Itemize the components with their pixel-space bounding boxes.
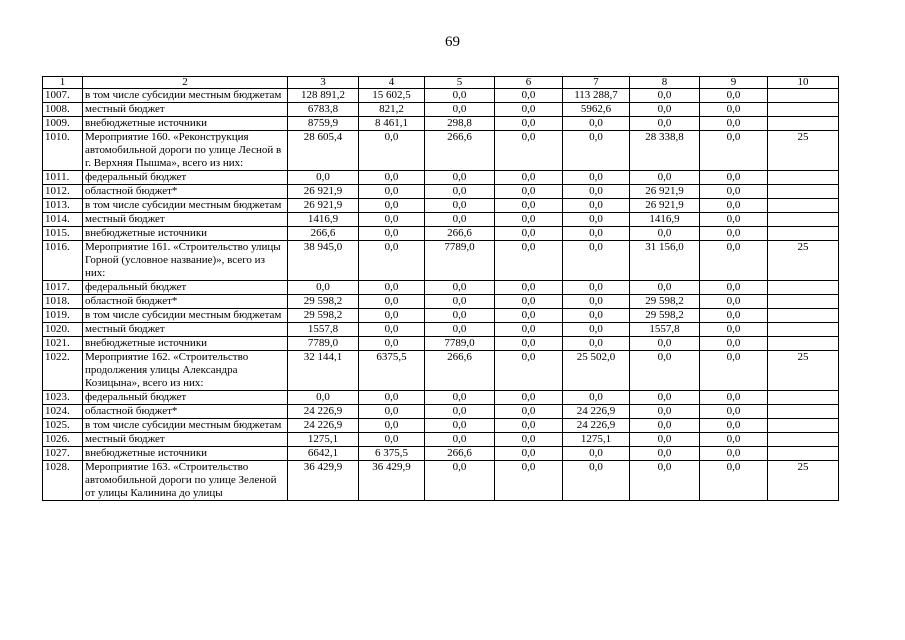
row-code: 1010. [43, 131, 83, 171]
table-row [43, 103, 839, 117]
row-code: 1012. [43, 185, 83, 199]
value-cell: 0,0 [630, 103, 700, 117]
value-cell: 0,0 [700, 199, 768, 213]
value-cell: 31 156,0 [630, 241, 700, 281]
value-cell: 0,0 [359, 227, 425, 241]
value-cell: 0,0 [495, 117, 563, 131]
row-code: 1018. [43, 295, 83, 309]
page-number: 69 [445, 34, 460, 50]
value-cell: 0,0 [425, 433, 495, 447]
row-code: 1009. [43, 117, 83, 131]
table-row [43, 185, 839, 199]
table-row [43, 461, 839, 501]
value-cell: 0,0 [425, 391, 495, 405]
column-header: 8 [630, 77, 700, 89]
value-cell: 0,0 [495, 227, 563, 241]
value-cell: 0,0 [630, 447, 700, 461]
value-cell: 0,0 [359, 419, 425, 433]
table-row [43, 171, 839, 185]
value-cell: 0,0 [495, 213, 563, 227]
row-label: Мероприятие 162. «Строительство продолжения улицы Александра Козицына», всего из них: [83, 351, 288, 391]
value-cell: 821,2 [359, 103, 425, 117]
value-cell: 1275,1 [563, 433, 630, 447]
value-cell [768, 281, 839, 295]
value-cell: 0,0 [495, 131, 563, 171]
value-cell: 0,0 [700, 351, 768, 391]
value-cell: 0,0 [425, 281, 495, 295]
value-cell: 0,0 [700, 241, 768, 281]
value-cell [768, 447, 839, 461]
value-cell: 28 605,4 [288, 131, 359, 171]
row-label: внебюджетные источники [83, 227, 288, 241]
value-cell: 0,0 [359, 171, 425, 185]
table-row [43, 351, 839, 391]
value-cell: 0,0 [630, 405, 700, 419]
value-cell: 0,0 [563, 337, 630, 351]
value-cell: 0,0 [359, 391, 425, 405]
table-row [43, 281, 839, 295]
value-cell: 0,0 [495, 185, 563, 199]
table-row [43, 433, 839, 447]
value-cell: 0,0 [495, 323, 563, 337]
value-cell: 0,0 [359, 337, 425, 351]
row-code: 1020. [43, 323, 83, 337]
table-row [43, 295, 839, 309]
value-cell: 0,0 [495, 241, 563, 281]
value-cell: 128 891,2 [288, 89, 359, 103]
value-cell: 0,0 [700, 131, 768, 171]
value-cell: 0,0 [359, 241, 425, 281]
column-header: 1 [43, 77, 83, 89]
value-cell: 7789,0 [425, 241, 495, 281]
budget-table [42, 76, 839, 501]
value-cell: 0,0 [630, 351, 700, 391]
value-cell: 0,0 [700, 103, 768, 117]
table-row [43, 391, 839, 405]
value-cell: 0,0 [359, 131, 425, 171]
value-cell: 0,0 [700, 295, 768, 309]
value-cell: 26 921,9 [630, 185, 700, 199]
value-cell: 36 429,9 [359, 461, 425, 501]
value-cell: 25 [768, 131, 839, 171]
value-cell: 0,0 [563, 295, 630, 309]
value-cell: 26 921,9 [288, 185, 359, 199]
value-cell: 0,0 [425, 419, 495, 433]
value-cell: 0,0 [563, 213, 630, 227]
value-cell: 0,0 [425, 185, 495, 199]
value-cell: 266,6 [425, 447, 495, 461]
value-cell: 0,0 [425, 213, 495, 227]
value-cell: 0,0 [495, 461, 563, 501]
value-cell [768, 295, 839, 309]
value-cell: 1416,9 [288, 213, 359, 227]
row-code: 1019. [43, 309, 83, 323]
value-cell [768, 89, 839, 103]
value-cell: 26 921,9 [288, 199, 359, 213]
row-label: областной бюджет* [83, 295, 288, 309]
value-cell [768, 323, 839, 337]
row-code: 1023. [43, 391, 83, 405]
value-cell: 5962,6 [563, 103, 630, 117]
table-row [43, 89, 839, 103]
value-cell: 0,0 [563, 323, 630, 337]
value-cell: 0,0 [563, 281, 630, 295]
value-cell: 0,0 [630, 391, 700, 405]
row-label: федеральный бюджет [83, 281, 288, 295]
row-code: 1017. [43, 281, 83, 295]
header-row [43, 77, 839, 89]
value-cell: 0,0 [700, 171, 768, 185]
row-label: областной бюджет* [83, 185, 288, 199]
value-cell: 25 [768, 351, 839, 391]
row-label: в том числе субсидии местным бюджетам [83, 419, 288, 433]
value-cell: 0,0 [700, 433, 768, 447]
value-cell: 0,0 [563, 185, 630, 199]
row-code: 1024. [43, 405, 83, 419]
value-cell: 15 602,5 [359, 89, 425, 103]
value-cell: 0,0 [563, 447, 630, 461]
table-row [43, 241, 839, 281]
row-code: 1027. [43, 447, 83, 461]
value-cell: 0,0 [425, 405, 495, 419]
value-cell [768, 419, 839, 433]
value-cell [768, 171, 839, 185]
value-cell: 0,0 [630, 419, 700, 433]
value-cell: 0,0 [359, 295, 425, 309]
value-cell: 0,0 [359, 185, 425, 199]
column-header: 5 [425, 77, 495, 89]
value-cell: 1557,8 [630, 323, 700, 337]
value-cell: 0,0 [495, 281, 563, 295]
value-cell [768, 213, 839, 227]
table-row [43, 419, 839, 433]
row-label: в том числе субсидии местным бюджетам [83, 199, 288, 213]
row-label: местный бюджет [83, 323, 288, 337]
value-cell: 266,6 [425, 227, 495, 241]
value-cell: 0,0 [495, 89, 563, 103]
value-cell: 29 598,2 [630, 309, 700, 323]
value-cell: 38 945,0 [288, 241, 359, 281]
table-row [43, 227, 839, 241]
value-cell: 298,8 [425, 117, 495, 131]
row-label: местный бюджет [83, 103, 288, 117]
row-code: 1015. [43, 227, 83, 241]
value-cell: 0,0 [359, 323, 425, 337]
value-cell [768, 199, 839, 213]
value-cell: 0,0 [700, 337, 768, 351]
value-cell: 0,0 [563, 117, 630, 131]
table-row [43, 117, 839, 131]
value-cell: 25 [768, 241, 839, 281]
value-cell: 0,0 [700, 447, 768, 461]
value-cell [768, 227, 839, 241]
value-cell: 0,0 [563, 241, 630, 281]
value-cell: 0,0 [700, 185, 768, 199]
column-header: 9 [700, 77, 768, 89]
value-cell: 24 226,9 [563, 405, 630, 419]
table-row [43, 447, 839, 461]
value-cell: 0,0 [495, 433, 563, 447]
value-cell: 0,0 [288, 171, 359, 185]
value-cell: 0,0 [359, 405, 425, 419]
value-cell: 7789,0 [425, 337, 495, 351]
row-label: внебюджетные источники [83, 337, 288, 351]
column-header: 4 [359, 77, 425, 89]
value-cell [768, 117, 839, 131]
value-cell [768, 309, 839, 323]
row-label: местный бюджет [83, 213, 288, 227]
value-cell: 6783,8 [288, 103, 359, 117]
value-cell: 36 429,9 [288, 461, 359, 501]
value-cell: 0,0 [630, 227, 700, 241]
value-cell: 0,0 [630, 337, 700, 351]
value-cell: 0,0 [630, 117, 700, 131]
row-code: 1007. [43, 89, 83, 103]
value-cell: 0,0 [288, 391, 359, 405]
row-code: 1011. [43, 171, 83, 185]
value-cell: 0,0 [425, 103, 495, 117]
value-cell: 0,0 [359, 433, 425, 447]
row-label: Мероприятие 161. «Строительство улицы Горной (условное название)», всего из них: [83, 241, 288, 281]
row-code: 1025. [43, 419, 83, 433]
value-cell: 0,0 [563, 391, 630, 405]
value-cell: 0,0 [495, 447, 563, 461]
value-cell: 0,0 [700, 323, 768, 337]
value-cell: 8 461,1 [359, 117, 425, 131]
value-cell [768, 433, 839, 447]
value-cell: 0,0 [630, 89, 700, 103]
row-label: федеральный бюджет [83, 171, 288, 185]
value-cell: 0,0 [630, 461, 700, 501]
value-cell: 28 338,8 [630, 131, 700, 171]
value-cell: 0,0 [700, 405, 768, 419]
value-cell: 25 502,0 [563, 351, 630, 391]
value-cell: 0,0 [425, 89, 495, 103]
value-cell: 26 921,9 [630, 199, 700, 213]
value-cell: 32 144,1 [288, 351, 359, 391]
value-cell: 0,0 [495, 171, 563, 185]
value-cell [768, 337, 839, 351]
value-cell: 0,0 [359, 199, 425, 213]
value-cell: 6 375,5 [359, 447, 425, 461]
value-cell: 0,0 [563, 227, 630, 241]
row-label: внебюджетные источники [83, 117, 288, 131]
column-header: 7 [563, 77, 630, 89]
row-label: федеральный бюджет [83, 391, 288, 405]
value-cell: 0,0 [700, 117, 768, 131]
value-cell: 113 288,7 [563, 89, 630, 103]
value-cell: 266,6 [425, 351, 495, 391]
value-cell: 6375,5 [359, 351, 425, 391]
table-body [43, 89, 839, 501]
row-label: Мероприятие 160. «Реконструкция автомобильной дороги по улице Лесной в г. Верхняя Пышма», всего из них: [83, 131, 288, 171]
value-cell: 24 226,9 [288, 405, 359, 419]
row-label: местный бюджет [83, 433, 288, 447]
table-row [43, 199, 839, 213]
value-cell: 0,0 [425, 295, 495, 309]
value-cell: 0,0 [495, 309, 563, 323]
column-header: 3 [288, 77, 359, 89]
row-code: 1008. [43, 103, 83, 117]
value-cell: 0,0 [700, 89, 768, 103]
value-cell: 0,0 [495, 295, 563, 309]
value-cell: 0,0 [359, 213, 425, 227]
value-cell: 0,0 [495, 351, 563, 391]
value-cell: 1275,1 [288, 433, 359, 447]
table-row [43, 213, 839, 227]
row-label: областной бюджет* [83, 405, 288, 419]
value-cell: 0,0 [700, 391, 768, 405]
value-cell: 0,0 [700, 281, 768, 295]
value-cell: 6642,1 [288, 447, 359, 461]
value-cell: 0,0 [630, 171, 700, 185]
value-cell: 1416,9 [630, 213, 700, 227]
table-row [43, 309, 839, 323]
row-code: 1026. [43, 433, 83, 447]
value-cell: 0,0 [630, 281, 700, 295]
value-cell: 0,0 [700, 419, 768, 433]
value-cell [768, 405, 839, 419]
value-cell: 266,6 [288, 227, 359, 241]
value-cell: 0,0 [700, 227, 768, 241]
value-cell: 0,0 [495, 419, 563, 433]
value-cell: 0,0 [425, 461, 495, 501]
value-cell: 1557,8 [288, 323, 359, 337]
value-cell: 0,0 [630, 433, 700, 447]
value-cell: 25 [768, 461, 839, 501]
column-header: 6 [495, 77, 563, 89]
value-cell: 29 598,2 [288, 309, 359, 323]
value-cell [768, 185, 839, 199]
row-code: 1028. [43, 461, 83, 501]
value-cell: 0,0 [359, 281, 425, 295]
row-code: 1014. [43, 213, 83, 227]
value-cell: 0,0 [563, 199, 630, 213]
value-cell: 29 598,2 [630, 295, 700, 309]
value-cell: 0,0 [495, 337, 563, 351]
column-header: 10 [768, 77, 839, 89]
row-label: внебюджетные источники [83, 447, 288, 461]
table-row [43, 323, 839, 337]
value-cell: 266,6 [425, 131, 495, 171]
row-label: в том числе субсидии местным бюджетам [83, 309, 288, 323]
value-cell: 0,0 [700, 309, 768, 323]
row-code: 1013. [43, 199, 83, 213]
row-label: Мероприятие 163. «Строительство автомобильной дороги по улице Зеленой от улицы Калинина до улицы [83, 461, 288, 501]
value-cell: 0,0 [425, 323, 495, 337]
value-cell: 0,0 [425, 171, 495, 185]
value-cell: 0,0 [288, 281, 359, 295]
table-row [43, 131, 839, 171]
value-cell: 0,0 [563, 309, 630, 323]
value-cell: 24 226,9 [288, 419, 359, 433]
row-code: 1022. [43, 351, 83, 391]
value-cell: 0,0 [495, 103, 563, 117]
value-cell [768, 391, 839, 405]
value-cell: 0,0 [563, 171, 630, 185]
row-code: 1016. [43, 241, 83, 281]
value-cell: 0,0 [700, 461, 768, 501]
value-cell: 29 598,2 [288, 295, 359, 309]
value-cell: 0,0 [563, 461, 630, 501]
row-code: 1021. [43, 337, 83, 351]
value-cell: 0,0 [425, 309, 495, 323]
value-cell: 7789,0 [288, 337, 359, 351]
value-cell: 0,0 [495, 199, 563, 213]
value-cell: 0,0 [495, 405, 563, 419]
value-cell: 0,0 [495, 391, 563, 405]
value-cell: 0,0 [425, 199, 495, 213]
column-header: 2 [83, 77, 288, 89]
table-row [43, 405, 839, 419]
value-cell [768, 103, 839, 117]
value-cell: 0,0 [563, 131, 630, 171]
row-label: в том числе субсидии местным бюджетам [83, 89, 288, 103]
table-row [43, 337, 839, 351]
value-cell: 8759,9 [288, 117, 359, 131]
value-cell: 0,0 [359, 309, 425, 323]
value-cell: 0,0 [700, 213, 768, 227]
value-cell: 24 226,9 [563, 419, 630, 433]
